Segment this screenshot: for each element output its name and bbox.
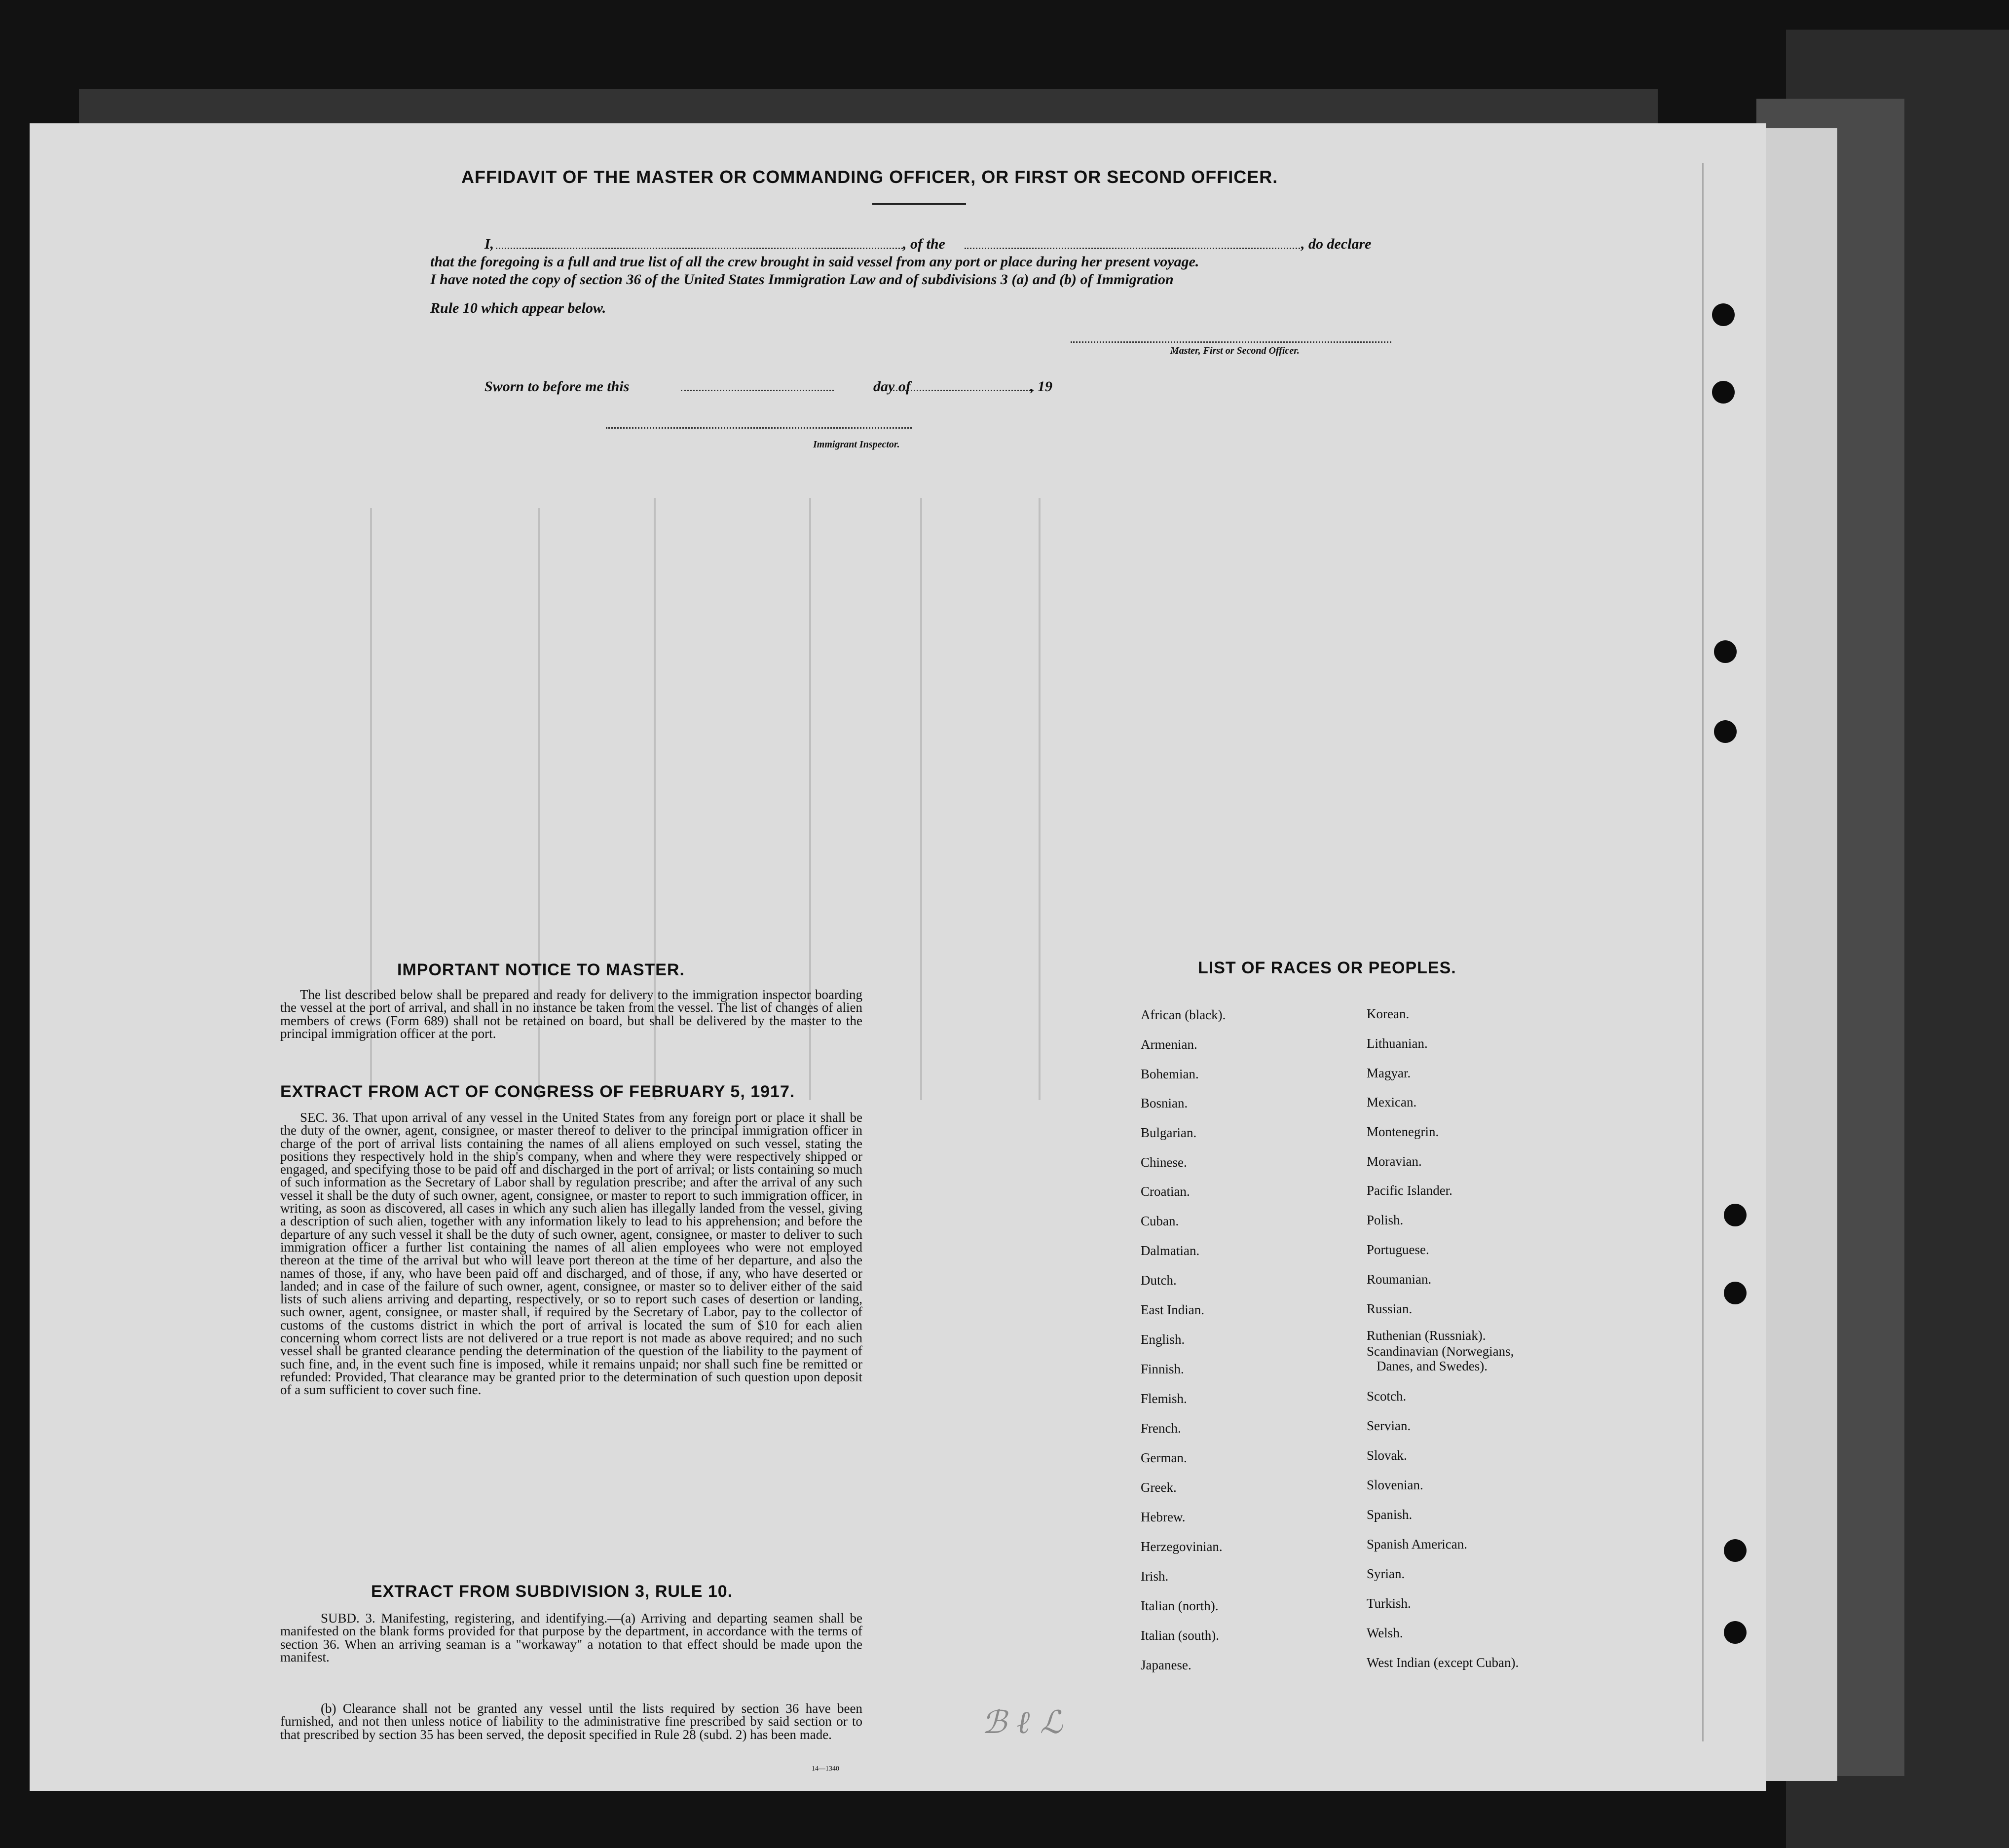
affidavit-line3: I have noted the copy of section 36 of the United States Immigration Law and of subdivisions 3 (a) and (b) of Immigration — [430, 271, 1174, 288]
punch-hole — [1724, 1539, 1747, 1562]
race-item: Russian. — [1367, 1301, 1413, 1316]
sworn-day-blank-line — [681, 390, 834, 391]
race-item: French. — [1141, 1421, 1181, 1436]
rule-extract-text-a: SUBD. 3. Manifesting, registering, and identifying.—(a) Arriving and departing seamen shall be manifested on the blank forms provided for that purpose by the department, in accordance with the terms of section 36. When an arriving seaman is a "workaway" a notation to that effect should be made upon the manifest. — [280, 1611, 862, 1664]
race-item: Welsh. — [1367, 1626, 1403, 1640]
punch-hole — [1712, 303, 1735, 326]
race-item: Magyar. — [1367, 1066, 1411, 1080]
race-item: Portuguese. — [1367, 1242, 1429, 1257]
race-item: Finnish. — [1141, 1362, 1184, 1376]
affidavit-i-label: I, — [484, 236, 494, 252]
race-item: Korean. — [1367, 1006, 1410, 1021]
back-sheet — [79, 89, 1658, 128]
race-item: Pacific Islander. — [1367, 1183, 1452, 1198]
form-number: 14—1340 — [812, 1765, 839, 1773]
faint-handwritten-mark: ℬ ℓ ℒ — [982, 1704, 1063, 1741]
race-item: German. — [1141, 1450, 1187, 1465]
signature-caption: Master, First or Second Officer. — [1170, 345, 1300, 356]
act-extract-heading: EXTRACT FROM ACT OF CONGRESS OF FEBRUARY 5, 1917. — [280, 1082, 795, 1101]
punch-hole — [1714, 640, 1737, 663]
affidavit-line4: Rule 10 which appear below. — [430, 300, 606, 316]
races-heading: LIST OF RACES OR PEOPLES. — [1198, 959, 1456, 977]
bleed-through-line — [1702, 163, 1704, 1741]
act-extract-text: SEC. 36. That upon arrival of any vessel in the United States from any foreign port or place it shall be the duty of the owner, agent, consignee, or master thereof to deliver to the principal immigration officer in charge of the port of arrival lists containing the names of all aliens employed on such vessel, stating the positions they respectively hold in the ship's company, when and where they were respectively shipped or engaged, and specifying those to be paid off and discharged in the port of arrival; or lists containing so much of such information as the Secretary of Labor shall by regulation prescribe; and after the arrival of any such vessel it shall be the duty of such owner, agent, consignee, or master to report to such immigration officer, in writing, as soon as discovered, all cases in which any such alien has illegally landed from the vessel, giving a description of such alien, together with any information likely to lead to his apprehension; and before the departure of any such vessel it shall be the duty of such owner, agent, consignee, or master to deliver to such immigration officer a further list containing the names of all alien employees who were not employed thereon at the time of the arrival but who will leave port thereon at the time of her departure, and also the names of those, if any, who have been paid off and discharged, and of those, if any, who have deserted or landed; and in case of the failure of such owner, agent, consignee, or master so to deliver either of the said lists of such aliens arriving and departing, respectively, or so to report such cases of desertion or landing, such owner, agent, consignee, or master shall, if required by the Secretary of Labor, pay to the collector of customs of the customs district in which the port of arrival is located the sum of $10 for each alien concerning whom correct lists are not delivered or a true report is not made as above required; and no such vessel shall be granted clearance pending the determination of the question of the liability to the payment of such fine, and, in the event such fine is imposed, while it remains unpaid; nor shall such fine be remitted or refunded: Provided, That clearance may be granted prior to the determination of such question upon deposit of a sum sufficient to cover such fine. — [280, 1110, 862, 1398]
race-item: Hebrew. — [1141, 1510, 1186, 1524]
race-item: English. — [1141, 1332, 1185, 1347]
race-item: Dalmatian. — [1141, 1243, 1200, 1258]
race-item: Greek. — [1141, 1480, 1177, 1495]
rule-extract-text-b: (b) Clearance shall not be granted any vessel until the lists required by section 36 have been furnished, and not then unless notice of liability to the administrative fine prescribed by said section or to that prescribed by section 35 has been served, the deposit specified in Rule 28 (subd. 2) has been made. — [280, 1701, 862, 1742]
race-item: West Indian (except Cuban). — [1367, 1655, 1519, 1670]
year-prefix: , 19 — [1030, 378, 1052, 395]
race-item: Italian (south). — [1141, 1628, 1219, 1643]
affidavit-line2: that the foregoing is a full and true list of all the crew brought in said vessel from any port or place during her present voyage. — [430, 254, 1199, 270]
race-item: Herzegovinian. — [1141, 1539, 1223, 1554]
race-item: Irish. — [1141, 1569, 1169, 1584]
signature-line — [1071, 341, 1391, 343]
sworn-label: Sworn to before me this — [484, 378, 630, 395]
race-item: Danes, and Swedes). — [1377, 1359, 1488, 1373]
race-item: Roumanian. — [1367, 1272, 1432, 1287]
race-item: Bosnian. — [1141, 1096, 1188, 1110]
punch-hole — [1714, 720, 1737, 743]
race-item: Lithuanian. — [1367, 1036, 1428, 1051]
race-item: Moravian. — [1367, 1154, 1422, 1169]
race-item: Scotch. — [1367, 1389, 1407, 1404]
race-item: Montenegrin. — [1367, 1124, 1439, 1139]
title-underline — [872, 203, 966, 205]
race-item: Chinese. — [1141, 1155, 1187, 1170]
race-item: Turkish. — [1367, 1596, 1411, 1611]
inspector-caption: Immigrant Inspector. — [813, 439, 900, 450]
affidavit-title: AFFIDAVIT OF THE MASTER OR COMMANDING OFFICER, OR FIRST OR SECOND OFFICER. — [461, 167, 1278, 187]
punch-hole — [1724, 1621, 1747, 1644]
race-item: Armenian. — [1141, 1037, 1197, 1052]
race-item: Syrian. — [1367, 1566, 1405, 1581]
notice-text: The list described below shall be prepared and ready for delivery to the immigration inspector boarding the vessel at the port of arrival, and shall in no instance be taken from the vessel. The list of changes of alien members of crews (Form 689) shall not be retained on board, but shall be delivered by the master to the principal immigration officer at the port. — [280, 987, 862, 1041]
race-item: African (black). — [1141, 1007, 1226, 1022]
punch-hole — [1712, 381, 1735, 404]
race-item: Flemish. — [1141, 1391, 1187, 1406]
notice-heading: IMPORTANT NOTICE TO MASTER. — [397, 961, 685, 979]
race-item: Slovak. — [1367, 1448, 1407, 1463]
day-of-label: day of — [873, 378, 911, 395]
name-blank-line — [496, 248, 903, 249]
race-item: East Indian. — [1141, 1302, 1204, 1317]
document-page — [30, 123, 1766, 1791]
race-item: Bohemian. — [1141, 1067, 1199, 1081]
race-item: Servian. — [1367, 1418, 1411, 1433]
punch-hole — [1724, 1204, 1747, 1226]
punch-hole — [1724, 1282, 1747, 1304]
race-item: Dutch. — [1141, 1273, 1177, 1288]
race-item: Japanese. — [1141, 1658, 1191, 1672]
race-item: Cuban. — [1141, 1214, 1179, 1228]
bleed-through-line — [1039, 498, 1041, 1100]
race-item: Slovenian. — [1367, 1478, 1423, 1492]
race-item: Scandinavian (Norwegians, — [1367, 1344, 1514, 1359]
bleed-through-line — [920, 498, 922, 1100]
race-item: Croatian. — [1141, 1184, 1190, 1199]
race-item: Bulgarian. — [1141, 1125, 1197, 1140]
month-blank-line — [891, 390, 1034, 391]
race-item: Mexican. — [1367, 1095, 1417, 1109]
rule-extract-heading: EXTRACT FROM SUBDIVISION 3, RULE 10. — [371, 1582, 733, 1601]
vessel-blank-line — [965, 248, 1300, 249]
race-item: Ruthenian (Russniak). — [1367, 1328, 1486, 1343]
race-item: Spanish. — [1367, 1507, 1413, 1522]
affidavit-do-declare: , do declare — [1301, 236, 1372, 252]
race-item: Italian (north). — [1141, 1598, 1219, 1613]
race-item: Polish. — [1367, 1213, 1404, 1227]
race-item: Spanish American. — [1367, 1537, 1467, 1552]
affidavit-of-the: , of the — [903, 236, 945, 252]
inspector-signature-line — [606, 427, 912, 429]
